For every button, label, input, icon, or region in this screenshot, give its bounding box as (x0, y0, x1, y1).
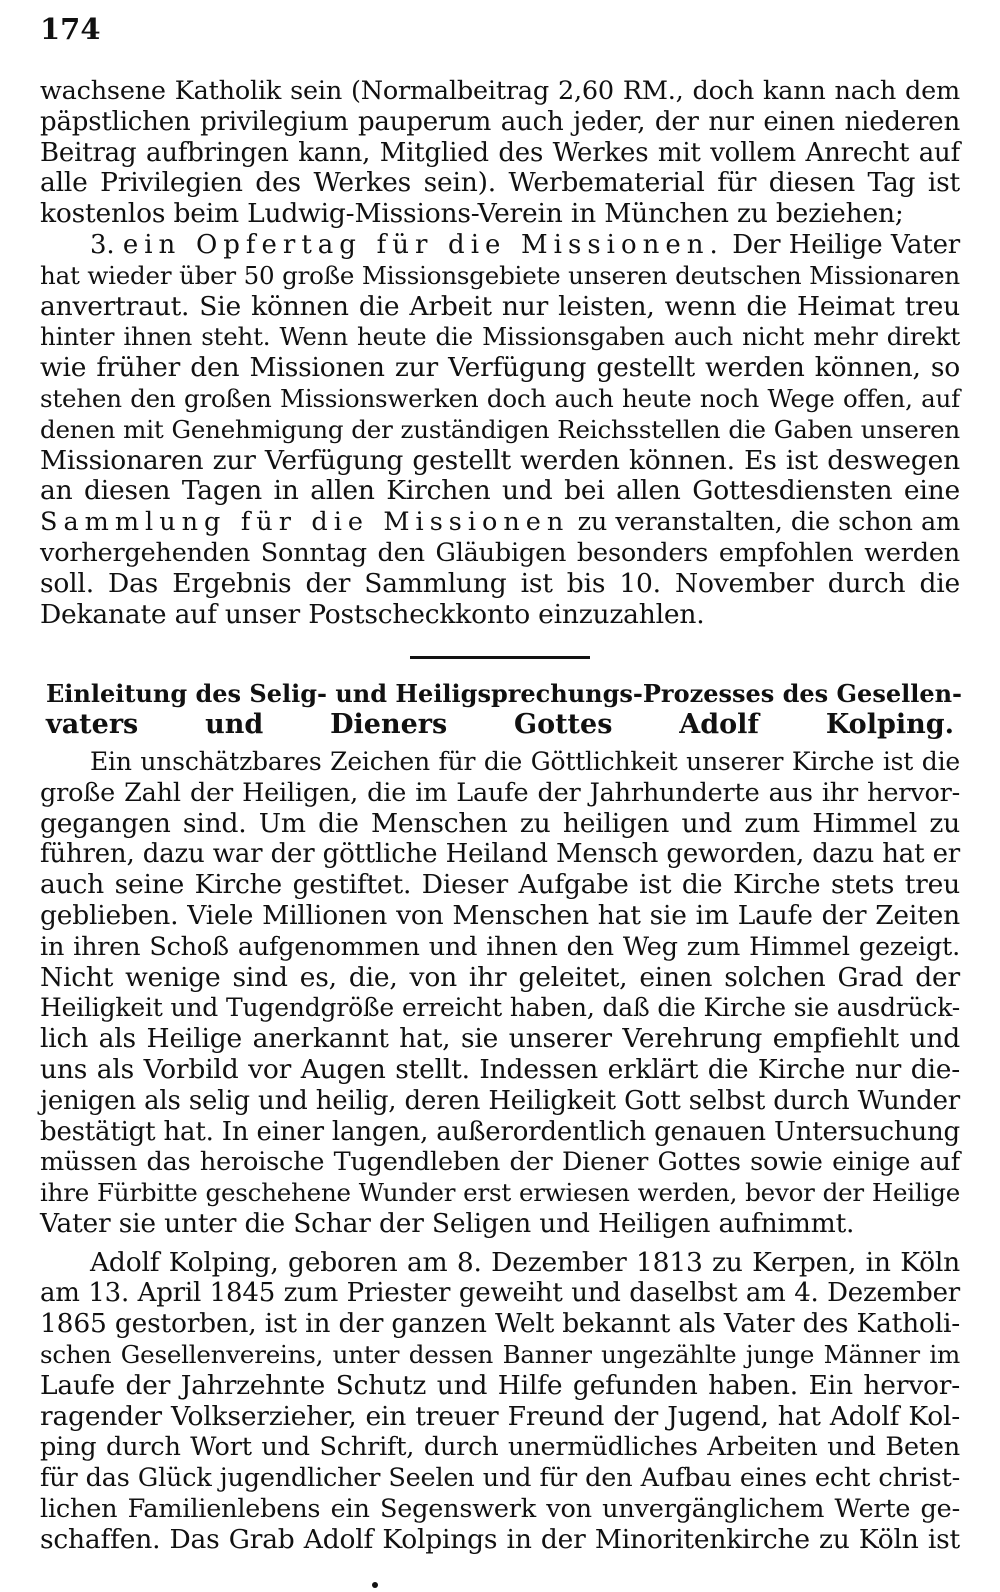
text-line (40, 230, 960, 261)
text-line: ihre Fürbitte geschehene Wunder erst erwiesen werden, bevor der Heilige (40, 1178, 960, 1208)
text-line: denen mit Genehmigung der zuständigen Reichsstellen die Gaben unseren (40, 414, 960, 444)
text-line: müssen das heroische Tugendleben der Diener Gottes sowie einige auf (40, 1147, 960, 1178)
text-line: auch seine Kirche gestiftet. Dieser Aufgabe ist die Kirche stets treu (40, 869, 960, 901)
text-line: anvertraut. Sie können die Arbeit nur leisten, wenn die Heimat treu (40, 290, 960, 322)
text-line: schen Gesellenvereins, unter dessen Banner ungezählte junge Männer im (40, 1340, 960, 1370)
continuation-paragraph (40, 76, 960, 230)
section-divider (410, 656, 590, 659)
text-line: gegangen sind. Um die Menschen zu heiligen und zum Himmel zu (40, 807, 960, 839)
text-line: geblieben. Viele Millionen von Menschen hat sie im Laufe der Zeiten (40, 899, 960, 931)
text-line: führen, dazu war der göttliche Heiland Mensch geworden, dazu hat er (40, 839, 960, 870)
section-heading (40, 679, 963, 741)
text-line: lichen Familienlebens ein Segenswerk von unvergänglichem Werte ge- (40, 1494, 960, 1525)
text-line: Vater sie unter die Schar der Seligen und Heiligen aufnimmt. (40, 1207, 855, 1239)
heading-line: Einleitung des Selig- und Heiligsprechungs-Prozesses des Gesellen- (46, 679, 963, 709)
heading-line: vaters und Dieners Gottes Adolf Kolping. (46, 709, 954, 741)
body-paragraph-1 (40, 747, 960, 1240)
text-line: kostenlos beim Ludwig-Missions-Verein in München zu beziehen; (40, 198, 904, 230)
text-line: wachsene Katholik sein (Normalbeitrag 2,60 RM., doch kann nach dem (40, 76, 960, 106)
text-line: 1865 gestorben, ist in der ganzen Welt bekannt als Vater des Katholi- (40, 1308, 961, 1340)
text-line: uns als Vorbild vor Augen stellt. Indessen erklärt die Kirche nur die- (40, 1053, 960, 1085)
text-line: Nicht wenige sind es, die, von ihr geleitet, einen solchen Grad der (40, 961, 960, 993)
text-line: Beitrag aufbringen kann, Mitglied des Werkes mit vollem Anrecht auf (40, 137, 960, 168)
text-line: schaffen. Das Grab Adolf Kolpings in der Minoritenkirche zu Köln ist (40, 1523, 960, 1555)
text-line: Dekanate auf unser Postscheckkonto einzuzahlen. (40, 598, 705, 630)
text-line: lich als Heilige anerkannt hat, sie unserer Verehrung empfiehlt und (40, 1023, 960, 1055)
spaced-emphasis-collection: Sammlung für die Missionen (40, 507, 570, 538)
print-mark (372, 1582, 378, 1588)
text-line: hinter ihnen steht. Wenn heute die Missionsgaben auch nicht mehr direkt (40, 322, 960, 352)
text-line: päpstlichen privilegium pauperum auch jeder, der nur einen niederen (40, 106, 960, 137)
text-line: für das Glück jugendlicher Seelen und für den Aufbau eines echt christ- (40, 1463, 960, 1494)
text-line: wie früher den Missionen zur Verfügung gestellt werden können, so (40, 352, 960, 384)
text-line: ping durch Wort und Schrift, durch unermüdliches Arbeiten und Beten (40, 1432, 960, 1463)
text-line: Heiligkeit und Tugendgröße erreicht haben, daß die Kirche sie ausdrück- (40, 993, 960, 1023)
text-line: Ein unschätzbares Zeichen für die Göttlichkeit unserer Kirche ist die (90, 746, 960, 776)
text-column (40, 76, 963, 1556)
page-number: 174 (40, 12, 101, 46)
text-line: vorhergehenden Sonntag den Gläubigen besonders empfohlen werden (40, 537, 960, 568)
text-line: Missionaren zur Verfügung gestellt werden können. Es ist deswegen (40, 444, 960, 476)
text-line: am 13. April 1845 zum Priester geweiht und daselbst am 4. Dezember (40, 1278, 960, 1309)
text-line: große Zahl der Heiligen, die im Laufe der Jahrhunderte aus ihr hervor- (40, 777, 960, 808)
text-fragment: Der Heilige Vater (723, 229, 960, 260)
spaced-emphasis-title: ein Opfertag für die Missionen. (122, 229, 724, 260)
text-line: alle Privilegien des Werkes sein). Werbematerial für diesen Tag ist (40, 167, 960, 199)
text-line: in ihren Schoß aufgenommen und ihnen den Weg zum Himmel gezeigt. (40, 931, 960, 962)
list-number: 3. (90, 229, 123, 260)
text-line (40, 507, 960, 538)
text-line: stehen den großen Missionswerken doch auch heute noch Wege offen, auf (40, 383, 960, 413)
text-fragment: zu veranstalten, die schon am (569, 507, 960, 538)
text-line: an diesen Tagen in allen Kirchen und bei allen Gottesdiensten eine (40, 475, 960, 507)
text-line: Laufe der Jahrzehnte Schutz und Hilfe gefunden haben. Ein hervor- (40, 1369, 960, 1401)
text-line: soll. Das Ergebnis der Sammlung ist bis 10. November durch die (40, 567, 960, 599)
text-line: Adolf Kolping, geboren am 8. Dezember 1813 zu Kerpen, in Köln (90, 1246, 960, 1278)
text-line: ragender Volkserzieher, ein treuer Freund der Jugend, hat Adolf Kol- (40, 1400, 960, 1432)
text-line: jenigen als selig und heilig, deren Heiligkeit Gott selbst durch Wunder (40, 1085, 960, 1116)
body-paragraph-2 (40, 1248, 960, 1556)
text-line: hat wieder über 50 große Missionsgebiete unseren deutschen Missionaren (40, 260, 960, 290)
text-line: bestätigt hat. In einer langen, außerordentlich genauen Untersuchung (40, 1116, 960, 1147)
offering-day-paragraph (40, 230, 960, 630)
